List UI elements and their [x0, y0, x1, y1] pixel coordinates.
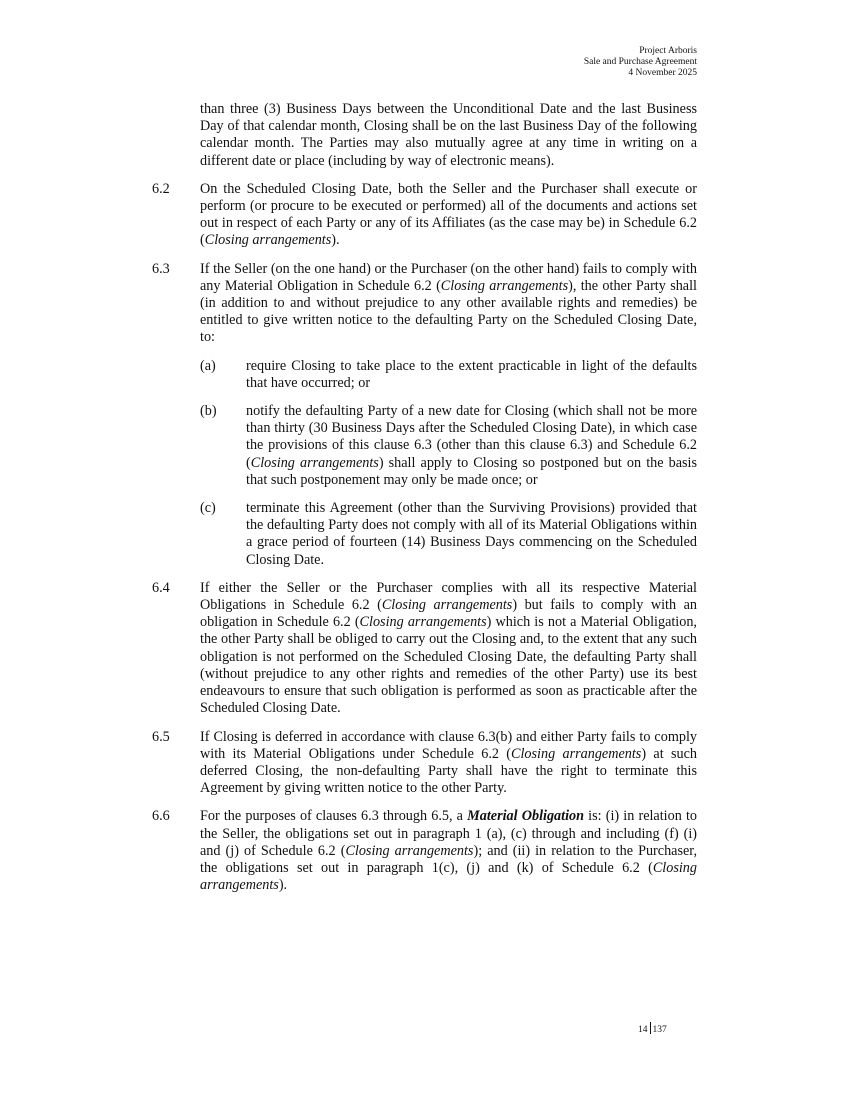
text-run: ) which is not a Material Obligation, the other Party shall be obliged to carry out the Closing and, to the extent that any such obligation is not performed on the Scheduled Closing Date, the defaulting Party shall (without prejudice to any other rights and remedies of the other Party) use its best endeavours to ensure that such obligation is performed as soon as practicable after the Scheduled Closing Date.: [200, 614, 697, 717]
clause-6-6: [152, 808, 697, 894]
page-footer: [638, 1022, 667, 1036]
header-project: Project Arboris: [639, 46, 697, 56]
clause-text: [200, 580, 697, 718]
clause-number: 6.2: [152, 180, 170, 197]
sub-clause-b: [152, 403, 697, 489]
emphasized-text: Closing arrangements: [511, 745, 642, 762]
sub-clause-label: (b): [200, 403, 217, 420]
text-run: than three (3) Business Days between the Unconditional Date and the last Business Day of that calendar month, Closing shall be on the last Business Day of the following calendar month. The Parties may also mutually agree at any time in writing on a different date or place (including by way of electronic means).: [200, 101, 697, 169]
document-body: [152, 101, 697, 905]
text-run: require Closing to take place to the extent practicable in light of the defaults that have occurred; or: [246, 357, 697, 391]
text-run: terminate this Agreement (other than the Surviving Provisions) provided that the defaulting Party does not comply with all of its Material Obligations within a grace period of fourteen (14) Business Days commencing on the Scheduled Closing Date.: [246, 500, 697, 568]
text-run: notify the defaulting Party of a new date for Closing (which shall not be more than thirty (30 Business Days after the Scheduled Closing Date), in which case the provisions of this clause 6.3 (other than this clause 6.3) and Schedule 6.2 (: [246, 403, 697, 471]
clause-6-2: [152, 181, 697, 250]
sub-clause-text: [246, 403, 697, 489]
text-run: For the purposes of clauses 6.3 through 6.5, a: [200, 808, 468, 825]
clause-number: 6.6: [152, 808, 170, 825]
text-run: If either the Seller or the Purchaser complies with all its respective Material Obligations in Schedule 6.2 (: [200, 579, 697, 614]
page-separator: [650, 1022, 651, 1034]
text-run: ); and (ii) in relation to the Purchaser, the obligations set out in paragraph 1(c), (j) and (k) of Schedule 6.2 (: [200, 842, 697, 876]
emphasized-text: Closing arrangements: [345, 842, 474, 859]
emphasized-text: Closing arrangements: [200, 859, 697, 894]
clause-6-4: [152, 580, 697, 718]
sub-clause-text: [246, 500, 697, 569]
header-date: 4 November 2025: [628, 68, 697, 78]
text-run: ) shall apply to Closing so postponed but on the basis that such postponement may only be made once; or: [246, 454, 698, 488]
text-run: If Closing is deferred in accordance with clause 6.3(b) and either Party fails to comply with its Material Obligations under Schedule 6.2 (: [200, 728, 697, 762]
text-run: is: (i) in relation to the Seller, the obligations set out in paragraph 1 (a), (c) through and including (f) (i) and (j) of Schedule 6.2 (: [200, 808, 697, 859]
clause-number: 6.3: [152, 260, 170, 277]
clause-text: [200, 181, 697, 250]
clause-6-5: [152, 729, 697, 798]
sub-clause-a: [152, 358, 697, 392]
clause-text: [200, 729, 697, 798]
text-run: On the Scheduled Closing Date, both the Seller and the Purchaser shall execute or perform (or procure to be executed or performed) all of the documents and actions set out in respect of each Party or any of its Affiliates (as the case may be) in Schedule 6.2 (: [200, 180, 697, 249]
emphasized-text: Closing arrangements: [381, 597, 513, 614]
sub-clause-label: (a): [200, 357, 216, 374]
text-run: ), the other Party shall (in addition to and without prejudice to any other available rights and remedies) be entitled to give written notice to the defaulting Party on the Scheduled Closing Date, to:: [200, 277, 697, 346]
page-number: 14: [638, 1025, 648, 1035]
total-pages: 137: [652, 1025, 667, 1035]
emphasized-text: Closing arrangements: [204, 232, 332, 249]
sub-clause-c: [152, 500, 697, 569]
emphasized-text: Closing arrangements: [359, 614, 487, 631]
clause-text: [200, 261, 697, 347]
text-run: ) but fails to comply with an obligation in Schedule 6.2 (: [200, 597, 697, 631]
text-run: If the Seller (on the one hand) or the Purchaser (on the other hand) fails to comply with any Material Obligation in Schedule 6.2 (: [200, 260, 697, 294]
text-run: ) at such deferred Closing, the non-defaulting Party shall have the right to terminate this Agreement by giving written notice to the other Party.: [200, 745, 697, 797]
sub-clause-label: (c): [200, 500, 216, 517]
emphasized-text: Closing arrangements: [250, 454, 379, 471]
page-header: [584, 46, 697, 79]
clause-number: 6.5: [152, 728, 170, 745]
emphasized-text: Closing arrangements: [440, 277, 569, 294]
continued-paragraph: [200, 101, 697, 170]
header-document-title: Sale and Purchase Agreement: [583, 57, 697, 67]
clause-6-3: [152, 261, 697, 569]
text-run: ).: [278, 877, 288, 894]
emphasized-text: Material Obligation: [467, 808, 585, 825]
clause-text: [200, 808, 697, 894]
clause-list: [152, 181, 697, 895]
text-run: ).: [331, 232, 340, 249]
sub-clause-text: [246, 358, 697, 392]
clause-number: 6.4: [152, 579, 170, 596]
